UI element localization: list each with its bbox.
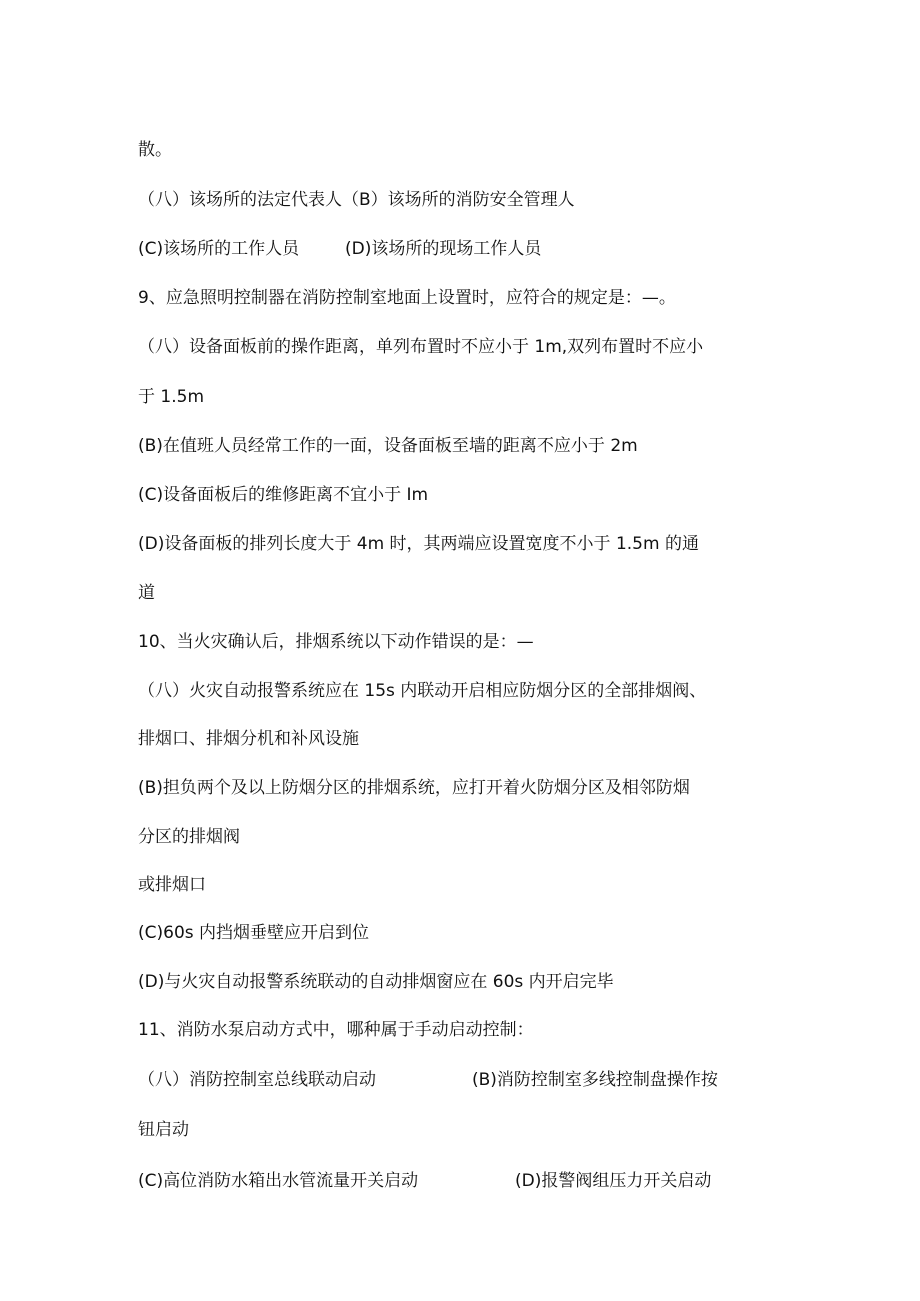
text-segment: （八）消防控制室总线联动启动 <box>138 1070 376 1090</box>
text-segment: 10、当火灾确认后，排烟系统以下动作错误的是：— <box>138 632 534 652</box>
text-segment: 排烟口、排烟分机和补风设施 <box>138 729 359 749</box>
text-segment: 或排烟口 <box>138 875 206 895</box>
text-segment: 钮启动 <box>138 1120 189 1140</box>
text-segment: (D)报警阀组压力开关启动 <box>515 1171 712 1191</box>
text-segment: (D)该场所的现场工作人员 <box>345 239 542 259</box>
text-segment: 于 1.5m <box>138 387 204 407</box>
text-segment: (C)设备面板后的维修距离不宜小于 Im <box>138 485 429 505</box>
text-segment: 散。 <box>138 140 172 160</box>
text-segment: (C)该场所的工作人员 <box>138 239 300 259</box>
text-segment: （八）火灾自动报警系统应在 15s 内联动开启相应防烟分区的全部排烟阀、 <box>138 681 707 701</box>
text-segment: 分区的排烟阀 <box>138 827 240 847</box>
text-segment: (C)60s 内挡烟垂壁应开启到位 <box>138 923 370 943</box>
text-segment: （八）设备面板前的操作距离，单列布置时不应小于 1m,双列布置时不应小 <box>138 337 704 357</box>
text-segment: （八）该场所的法定代表人（B）该场所的消防安全管理人 <box>138 190 575 210</box>
text-segment: (B)担负两个及以上防烟分区的排烟系统，应打开着火防烟分区及相邻防烟 <box>138 778 690 798</box>
text-segment: (D)与火灾自动报警系统联动的自动排烟窗应在 60s 内开启完毕 <box>138 972 614 992</box>
text-segment: (B)消防控制室多线控制盘操作按 <box>472 1070 718 1090</box>
text-segment: (B)在值班人员经常工作的一面，设备面板至墙的距离不应小于 2m <box>138 436 638 456</box>
text-segment: (C)高位消防水箱出水管流量开关启动 <box>138 1171 419 1191</box>
text-segment: 道 <box>138 583 155 603</box>
text-segment: 11、消防水泵启动方式中，哪种属于手动启动控制： <box>138 1020 534 1040</box>
text-segment: (D)设备面板的排列长度大于 4m 时，其两端应设置宽度不小于 1.5m 的通 <box>138 534 699 554</box>
text-segment: 9、应急照明控制器在消防控制室地面上设置时，应符合的规定是：—。 <box>138 288 676 308</box>
